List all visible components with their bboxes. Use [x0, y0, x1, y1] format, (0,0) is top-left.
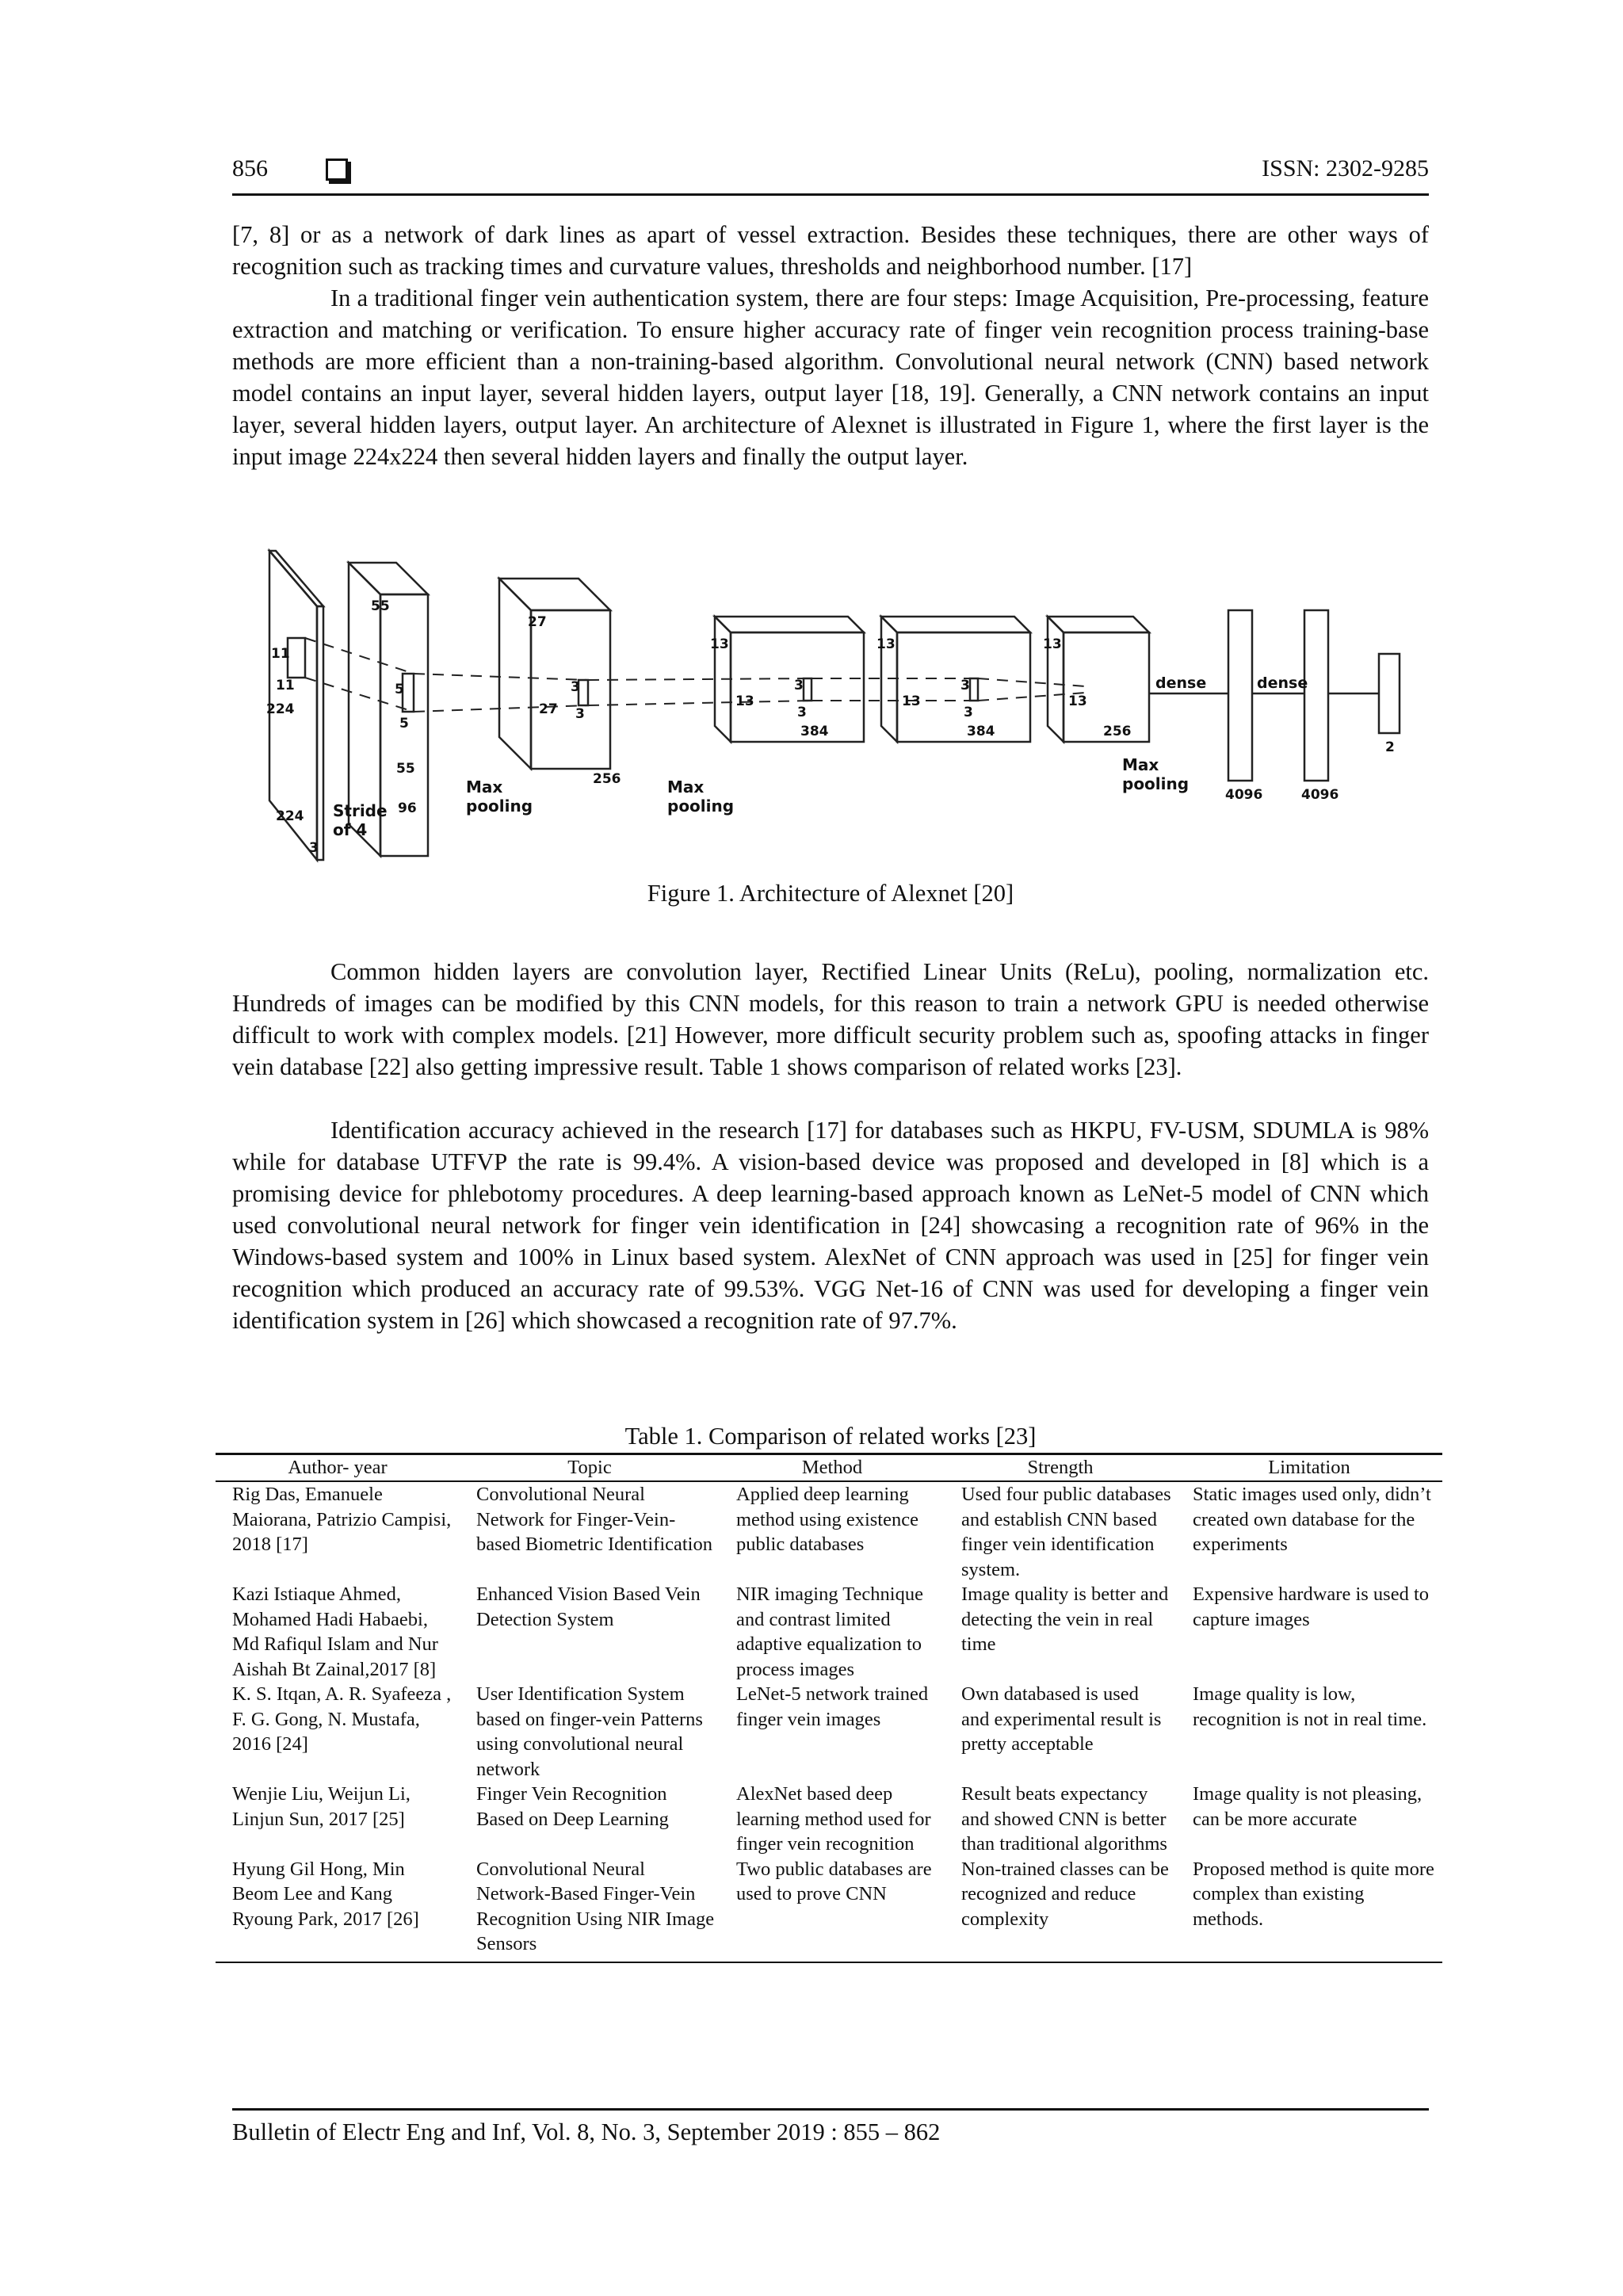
label-maxpool1b: pooling	[466, 797, 533, 816]
cell-limitation: Proposed method is quite more complex than existing methods.	[1176, 1857, 1442, 1962]
page-header	[232, 155, 1429, 196]
table-row	[216, 1857, 1442, 1962]
label-maxpool3a: Max	[1122, 755, 1159, 774]
label-c5-256: 256	[1103, 724, 1132, 739]
cell-author: Kazi Istiaque Ahmed, Mohamed Hadi Habaebi, Md Rafiqul Islam and Nur Aishah Bt Zainal,2017 [8]	[232, 1584, 438, 1680]
label-fc-4096b: 4096	[1301, 787, 1339, 803]
table-row	[216, 1582, 1442, 1682]
cell-topic: Finger Vein Recognition Based on Deep Learning	[476, 1783, 669, 1830]
conv4-top	[881, 617, 1030, 632]
label-c4-13a: 13	[876, 636, 896, 652]
label-c3-3b: 3	[797, 705, 807, 720]
conv1-top	[349, 563, 428, 594]
cell-author: Rig Das, Emanuele Maiorana, Patrizio Campisi, 2018 [17]	[232, 1484, 452, 1555]
cell-method: LeNet-5 network trained finger vein images	[736, 1683, 929, 1730]
paragraph-3: Common hidden layers are convolution layer, Rectified Linear Units (ReLu), pooling, normalization etc. Hundreds of images can be modified by this CNN models, for this reason to train a network GPU is needed otherwise difficult to work with complex models. [21] However, more difficult security problem such as, spoofing attacks in finger vein database [22] also getting impressive result. Table 1 shows comparison of related works [23].	[232, 958, 1429, 1080]
label-c4-3b: 3	[964, 705, 973, 720]
label-c5-13a: 13	[1043, 636, 1062, 652]
cell-topic: Convolutional Neural Network-Based Finger-Vein Recognition Using NIR Image Sensors	[460, 1857, 720, 1962]
label-c3-13b: 13	[735, 693, 754, 709]
cell-limitation: Expensive hardware is used to capture images	[1193, 1584, 1429, 1630]
label-in-3: 3	[309, 840, 319, 856]
conv5-left	[1048, 617, 1064, 742]
conv4-kernel	[970, 678, 978, 701]
cell-strength: Result beats expectancy and showed CNN is better than traditional algorithms	[961, 1783, 1167, 1855]
label-c1-5b: 5	[399, 716, 409, 732]
dense2-layer	[1304, 610, 1328, 781]
cell-strength: Used four public databases and establish CNN based finger vein identification system.	[961, 1484, 1171, 1580]
label-maxpool1a: Max	[466, 777, 503, 797]
label-c2-3b: 3	[575, 706, 585, 722]
cell-strength: Own databased is used and experimental result is pretty acceptable	[961, 1683, 1162, 1755]
table-row	[216, 1481, 1442, 1582]
label-in-224b: 224	[276, 808, 304, 824]
label-c5-13b: 13	[1068, 693, 1087, 709]
cell-strength: Non-trained classes can be recognized and reduce complexity	[945, 1857, 1176, 1962]
cell-topic: Convolutional Neural Network for Finger-Vein-based Biometric Identification	[476, 1484, 712, 1555]
input-kernel	[288, 638, 305, 678]
label-in-11a: 11	[271, 646, 290, 662]
label-of4: of 4	[333, 820, 368, 839]
cell-limitation: Image quality is low, recognition is not in real time.	[1193, 1683, 1427, 1730]
table-header-row	[216, 1454, 1442, 1482]
figure-caption: Figure 1. Architecture of Alexnet [20]	[647, 880, 1014, 907]
cell-method: AlexNet based deep learning method used for finger vein recognition	[736, 1783, 931, 1855]
box-icon	[326, 159, 348, 181]
label-c2-27a: 27	[528, 614, 547, 630]
label-c4-13b: 13	[902, 693, 921, 709]
label-c1-5a: 5	[395, 682, 404, 697]
conv3-top	[715, 617, 864, 632]
label-c3-13a: 13	[710, 636, 729, 652]
page-number: 856	[232, 155, 268, 181]
label-c4-384: 384	[967, 724, 995, 739]
cell-strength: Image quality is better and detecting the vein in real time	[961, 1584, 1169, 1655]
label-in-11b: 11	[276, 678, 295, 693]
alexnet-figure	[262, 547, 1403, 864]
input-layer-top	[269, 551, 323, 606]
label-stride: Stride	[333, 801, 388, 820]
alexnet-diagram	[262, 547, 1403, 864]
header-strength: Strength	[945, 1454, 1176, 1482]
label-maxpool2b: pooling	[667, 797, 735, 816]
cell-method: NIR imaging Technique and contrast limited adaptive equalization to process images	[736, 1584, 923, 1680]
label-c2-3a: 3	[571, 679, 580, 695]
header-topic: Topic	[460, 1454, 720, 1482]
cell-method: Two public databases are used to prove CNN	[720, 1857, 945, 1962]
label-c3-3a: 3	[794, 678, 804, 693]
label-c4-3a: 3	[960, 678, 970, 693]
cell-topic: User Identification System based on finger-vein Patterns using convolutional neural network	[476, 1683, 703, 1780]
label-maxpool2a: Max	[667, 777, 705, 797]
conv2-left	[499, 579, 531, 769]
header-method: Method	[720, 1454, 945, 1482]
page-footer: Bulletin of Electr Eng and Inf, Vol. 8, No. 3, September 2019 : 855 – 862	[232, 2108, 1429, 2146]
output-layer	[1379, 654, 1400, 733]
label-fc-4096a: 4096	[1225, 787, 1263, 803]
cell-topic: Enhanced Vision Based Vein Detection System	[476, 1584, 701, 1630]
cell-author: Hyung Gil Hong, Min Beom Lee and Kang Ryoung Park, 2017 [26]	[216, 1857, 460, 1962]
label-c3-384: 384	[800, 724, 829, 739]
header-author: Author- year	[216, 1454, 460, 1482]
table-row	[216, 1682, 1442, 1782]
conv1-kernel	[403, 674, 414, 712]
cell-author: Wenjie Liu, Weijun Li, Linjun Sun, 2017 [25]	[232, 1783, 411, 1830]
table-row	[216, 1782, 1442, 1857]
header-limitation: Limitation	[1176, 1454, 1442, 1482]
issn-label: ISSN: 2302-9285	[1262, 155, 1429, 181]
label-maxpool3b: pooling	[1122, 774, 1190, 793]
label-dense1: dense	[1155, 674, 1207, 692]
paragraph-4: Identification accuracy achieved in the research [17] for databases such as HKPU, FV-USM, SDUMLA is 98% while for database UTFVP the rate is 99.4%. A vision-based device was proposed and developed in [8] which is a promising device for phlebotomy procedures. A deep learning-based approach known as LeNet-5 model of CNN which used convolutional neural network for finger vein identification in [24] showcasing a recognition rate of 96% in the Windows-based system and 100% in Linux based system. AlexNet of CNN approach was used in [25] for finger vein recognition which produced an accuracy rate of 99.53%. VGG Net-16 of CNN was used for developing a finger vein identification system in [26] which showcased a recognition rate of 97.7%.	[232, 1117, 1429, 1334]
conv5-top	[1048, 617, 1149, 632]
label-c2-27b: 27	[539, 701, 558, 717]
label-c1-96: 96	[398, 800, 417, 816]
conv3-kernel	[804, 678, 812, 701]
label-out-2: 2	[1385, 739, 1395, 755]
label-c2-256: 256	[593, 771, 621, 787]
label-c1-55a: 55	[371, 598, 390, 614]
label-in-224a: 224	[266, 701, 295, 717]
cell-method: Applied deep learning method using existence public databases	[736, 1484, 918, 1555]
label-dense2: dense	[1257, 674, 1308, 692]
paragraph-1: [7, 8] or as a network of dark lines as apart of vessel extraction. Besides these techniques, there are other ways of recognition such as tracking times and curvature values, thresholds and neighborhood number. [17]	[232, 221, 1429, 280]
dense1-layer	[1228, 610, 1252, 781]
paragraph-2: In a traditional finger vein authentication system, there are four steps: Image Acquisition, Pre-processing, feature extraction and matching or verification. To ensure higher accuracy rate of finger vein recognition process training-base methods are more efficient than a non-training-based algorithm. Convolutional neural network (CNN) based network model contains an input layer, several hidden layers, output layer [18, 19]. Generally, a CNN network contains an input layer, several hidden layers, output layer. An architecture of Alexnet is illustrated in Figure 1, where the first layer is the input image 224x224 then several hidden layers and finally the output layer.	[232, 285, 1429, 470]
cell-limitation: Static images used only, didn’t created own database for the experiments	[1193, 1484, 1431, 1555]
label-c1-55b: 55	[396, 761, 415, 777]
comparison-table	[216, 1453, 1442, 1963]
cell-limitation: Image quality is not pleasing, can be more accurate	[1193, 1783, 1423, 1830]
input-layer-side	[317, 606, 323, 860]
cell-author: K. S. Itqan, A. R. Syafeeza , F. G. Gong, N. Mustafa, 2016 [24]	[232, 1683, 452, 1755]
table-caption: Table 1. Comparison of related works [23]	[624, 1423, 1037, 1450]
